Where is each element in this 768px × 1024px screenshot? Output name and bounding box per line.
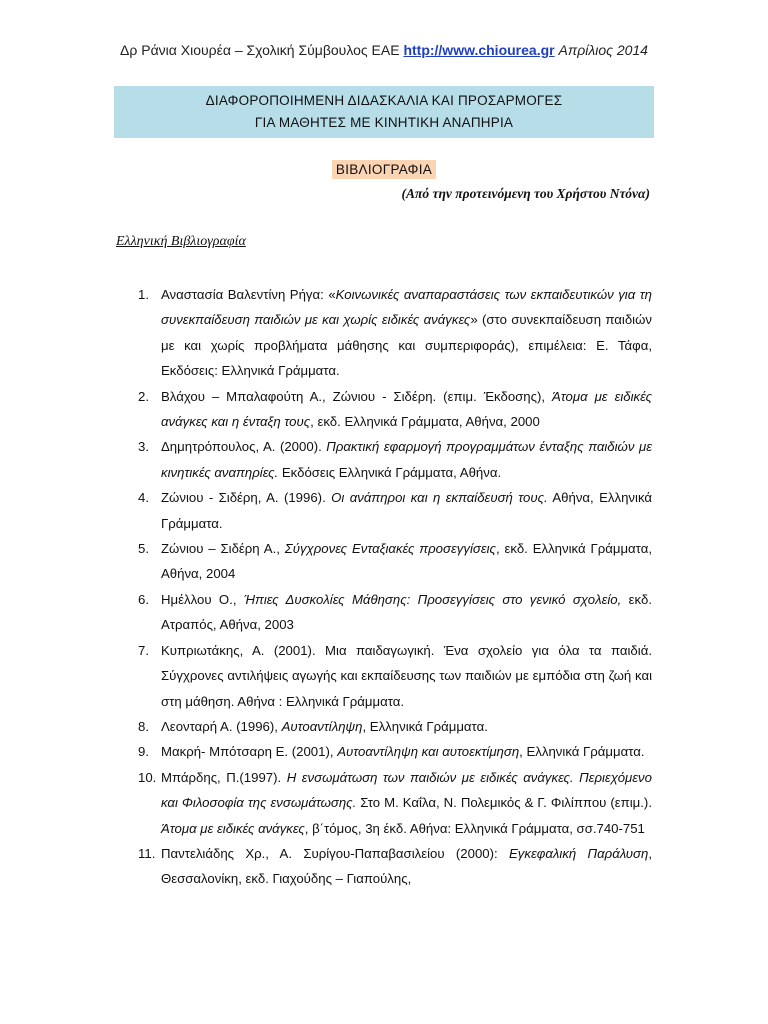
reference-text: Μπάρδης, Π.(1997). — [161, 769, 287, 785]
reference-title-italic: Πρακτική εφαρμογή προγραμμάτων ένταξης παιδιών με κινητικές αναπηρίες. — [161, 439, 652, 480]
reference-item — [116, 485, 652, 536]
reference-text: Κυπριωτάκης, Α. (2001). Μια παιδαγωγική. Ένα σχολείο για όλα τα παιδιά. Σύγχρονες αντιλήψεις αγωγής και εκπαίδευσης των παιδιών με εμπόδια στη ζωή και στη μάθηση. Αθήνα : Ελληνικά Γράμματα. — [161, 642, 652, 709]
bibliography-heading — [0, 161, 768, 179]
reference-text: , εκδ. Ελληνικά Γράμματα, Αθήνα, 2000 — [310, 414, 540, 430]
reference-text: Λεονταρή Α. (1996), — [161, 718, 282, 734]
bibliography-title: ΒΙΒΛΙΟΓΡΑΦΙΑ — [332, 160, 436, 179]
reference-text: Ημέλλου Ο., — [161, 591, 244, 607]
reference-list — [116, 282, 652, 892]
reference-text: Αναστασία Βαλεντίνη Ρήγα: « — [161, 287, 336, 302]
reference-text: , β΄τόμος, 3η έκδ. Αθήνα: Ελληνικά Γράμματα, σσ.740-751 — [304, 820, 645, 836]
header-date: Απρίλιος 2014 — [558, 42, 648, 58]
reference-text: » (στο συνεκπαίδευση παιδιών με και χωρίς προβλήματα μάθησης και συμπεριφοράς), επιμέλεια: Ε. Τάφα, Εκδόσεις: Ελληνικά Γράμματα. — [161, 312, 652, 379]
title-line-1: ΔΙΑΦΟΡΟΠΟΙΗΜΕΝΗ ΔΙΔΑΣΚΑΛΙΑ ΚΑΙ ΠΡΟΣΑΡΜΟΓΕΣ — [205, 93, 563, 108]
reference-number: 9. — [138, 744, 149, 760]
reference-title-italic: Σύγχρονες Ενταξιακές προσεγγίσεις — [284, 541, 496, 557]
reference-number: 8. — [138, 718, 149, 734]
reference-title-italic: Άτομα με ειδικές ανάγκες — [161, 820, 305, 836]
bibliography-subtitle: (Από την προτεινόμενη του Χρήστου Ντόνα) — [401, 186, 650, 201]
page-header — [0, 42, 768, 58]
header-url-link[interactable]: http://www.chiourea.gr — [403, 42, 555, 58]
reference-text: , Ελληνικά Γράμματα. — [519, 744, 645, 760]
reference-text: Αθήνα, Ελληνικά Γράμματα. — [161, 490, 653, 531]
reference-text: , Θεσσαλονίκη, εκδ. Γιαχούδης – Γιαπούλης, — [161, 845, 652, 887]
reference-item — [116, 536, 652, 587]
reference-number: 11. — [138, 845, 156, 861]
reference-text: Στο Μ. Καΐλα, Ν. Πολεμικός & Γ. Φιλίππου (επιμ.). — [356, 795, 652, 811]
reference-number: 2. — [138, 388, 149, 404]
reference-text: Μακρή- Μπότσαρη Ε. (2001), — [161, 744, 338, 760]
reference-number: 6. — [138, 591, 149, 607]
reference-text: Εκδόσεις Ελληνικά Γράμματα, Αθήνα. — [278, 464, 502, 480]
reference-title-italic: Κοινωνικές αναπαραστάσεις των εκπαιδευτικών για τη συνεκπαίδευση παιδιών με και χωρίς ειδικές ανάγκες — [161, 287, 652, 328]
reference-item — [116, 587, 652, 638]
reference-title-italic: Η ενσωμάτωση των παιδιών με ειδικές ανάγκες. Περιεχόμενο και Φιλοσοφία της ενσωμάτωσης. — [161, 769, 652, 811]
reference-title-italic: Αυτοαντίληψη και αυτοεκτίμηση — [337, 744, 520, 760]
document-title-box — [114, 86, 654, 138]
reference-title-italic: Οι ανάπηροι και η εκπαίδευσή τους. — [331, 490, 548, 506]
reference-number: 4. — [138, 490, 149, 506]
reference-number: 10. — [138, 769, 157, 785]
reference-item — [116, 282, 652, 384]
reference-number: 3. — [138, 439, 149, 455]
reference-text: , εκδ. Ελληνικά Γράμματα, Αθήνα, 2004 — [161, 541, 652, 582]
reference-item — [116, 739, 652, 764]
reference-item — [116, 841, 652, 892]
reference-title-italic: Ήπιες Δυσκολίες Μάθησης: Προσεγγίσεις στο γενικό σχολείο, — [243, 591, 622, 607]
reference-item — [116, 434, 652, 485]
reference-text: Ζώνιου – Σιδέρη Α., — [161, 541, 285, 557]
reference-text: Παντελιάδης Χρ., Α. Συρίγου-Παπαβασιλείου (2000): — [161, 845, 509, 861]
header-author: Δρ Ράνια Χιουρέα – Σχολική Σύμβουλος ΕΑΕ — [120, 42, 400, 58]
reference-text: , Ελληνικά Γράμματα. — [362, 718, 488, 734]
reference-item — [116, 765, 652, 841]
title-line-2: ΓΙΑ ΜΑΘΗΤΕΣ ΜΕ ΚΙΝΗΤΙΚΗ ΑΝΑΠΗΡΙΑ — [254, 115, 514, 130]
reference-title-italic: Αυτοαντίληψη — [281, 718, 363, 734]
reference-item — [116, 638, 652, 714]
section-title-greek-bibliography: Ελληνική Βιβλιογραφία — [116, 234, 246, 249]
reference-title-italic: Εγκεφαλική Παράλυση — [509, 845, 649, 861]
reference-text: Δημητρόπουλος, Α. (2000). — [161, 439, 327, 455]
reference-number: 1. — [138, 287, 149, 302]
reference-number: 7. — [138, 642, 149, 658]
reference-item — [116, 714, 652, 739]
reference-text: Βλάχου – Μπαλαφούτη Α., Ζώνιου - Σιδέρη. (επιμ. Έκδοσης), — [161, 388, 552, 404]
reference-title-italic: Άτομα με ειδικές ανάγκες και η ένταξη τους — [161, 388, 652, 430]
reference-number: 5. — [138, 541, 149, 557]
reference-item — [116, 384, 652, 435]
reference-text: Ζώνιου - Σιδέρη, Α. (1996). — [161, 490, 332, 506]
reference-text: εκδ. Ατραπός, Αθήνα, 2003 — [161, 591, 652, 633]
